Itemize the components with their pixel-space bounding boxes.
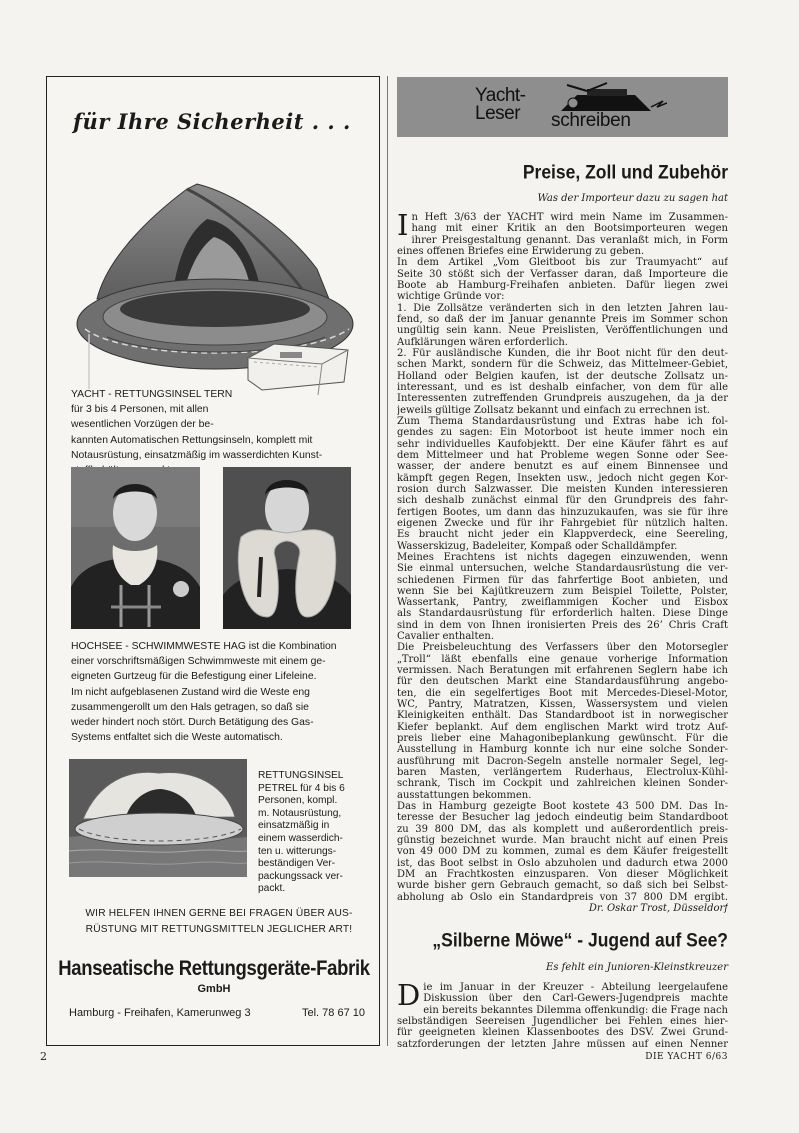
text-line: günstig bezeichnet wurde. Man braucht nicht auf einen Preis: [397, 835, 728, 847]
text-line: sehr individuelles Kaufobjektt. Der eine Käufer fährt es auf: [397, 438, 728, 450]
text-line: Cavalier enthalten.: [397, 631, 495, 643]
text-line: hang mit einer Kritik an den Bootsimporteuren wegen: [411, 223, 728, 235]
tern-line: Notausrüstung, einsatzmäßig im wasserdichten Kunst-: [71, 449, 323, 461]
text-line: baren Masten, verlängertem Ruderhaus, Electrolux-Kühl-: [397, 767, 728, 779]
text-line: 2. Für ausländische Kunden, die ihr Boot nicht für den deut-: [397, 347, 728, 359]
text-line: n Heft 3/63 der YACHT wird mein Name im Zusammen-: [411, 212, 728, 223]
vest-line: weder hindert noch stört. Durch Betätigung des Gas-: [71, 717, 314, 729]
article-dropcap: I: [397, 208, 409, 242]
text-line: teresse der Besucher lag jedoch eindeutig beim Standardboot: [397, 812, 728, 824]
vest-line: zusammengerollt um den Hals getragen, so daß sie: [71, 701, 309, 713]
tern-line: kannten Automatischen Rettungsinseln, komplett mit: [71, 434, 313, 446]
vest-description: [71, 639, 371, 745]
article2-title: „Silberne Möwe“ - Jugend auf See?: [432, 928, 728, 951]
help-line: WIR HELFEN IHNEN GERNE BEI FRAGEN ÜBER AUS-: [85, 908, 353, 919]
company-suffix: GmbH: [197, 983, 231, 995]
article2-body: [397, 978, 728, 1050]
article-title: Preise, Zoll und Zubehör: [522, 160, 728, 183]
text-line: als Standardausrüstung für erforderlich halten. Diese Dinge: [397, 608, 728, 620]
masthead-word-leser: Leser: [475, 103, 521, 124]
text-line: ein bereits bekanntes Dilemma offenkundig: die Frage nach: [423, 1004, 728, 1016]
ad-headline: für Ihre Sicherheit . . .: [73, 109, 351, 134]
petrel-line: PETREL für 4 bis 6: [258, 782, 345, 794]
petrel-line: einsatzmäßig in: [258, 820, 330, 832]
text-line: eines offenen Briefes eine Erwiderung zu geben.: [397, 245, 645, 257]
text-line: fend, so daß der im Januar genannte Preis im Sommer schon: [397, 313, 728, 325]
text-line: vermissen. Nach Beratungen mit erfahrenen Seglern habe ich: [397, 665, 728, 677]
tern-description: [71, 387, 371, 478]
petrel-line: m. Notausrüstung,: [258, 807, 342, 819]
text-line: schiedenen Firmen für das fahrfertige Boot anbieten, und: [397, 574, 728, 586]
company-phone: Tel. 78 67 10: [302, 1007, 365, 1019]
text-line: für den deutschen Markt eine Standardausführung angebo-: [397, 676, 728, 688]
text-line: von 49 000 DM zu kommen, zumal es dem Käufer freigestellt: [397, 846, 728, 858]
company-address: Hamburg - Freihafen, Kamerunweg 3: [69, 1007, 251, 1019]
text-line: Diskussion über den Carl-Gewers-Jugendpreis machte: [423, 993, 728, 1005]
text-line: Boote ab Hamburg-Freihafen anbieten. Dafür liegen zwei: [397, 279, 728, 291]
company-name: Hanseatische Rettungsgeräte-Fabrik: [58, 955, 370, 980]
text-line: ten, die ein segelfertiges Boot mit Mercedes-Diesel-Motor,: [397, 687, 728, 699]
text-line: kämpft gegen Regen, Insekten usw., jedoch nicht gegen Kor-: [397, 472, 728, 484]
text-line: interessant, und es ist deshalb einfacher, von dem für alle: [397, 381, 728, 393]
text-line: gendes zu sagen: Ein Motorboot ist heute immer noch ein: [397, 427, 728, 439]
article-body: [397, 208, 728, 915]
text-line: abholung ab Oslo ein Standardpreis von 37 800 DM ergibt.: [397, 891, 728, 903]
text-line: ausführung mit Dacron-Segeln anstelle normaler Segel, leg-: [397, 755, 728, 767]
vest-line: einer vorschriftsmäßigen Schwimmweste mit einem ge-: [71, 656, 326, 668]
text-line: Es braucht nicht jeder ein Klappverdeck, eine Seereling,: [397, 529, 728, 541]
text-line: Sie einmal untersuchen, welche Standardausrüstung die ver-: [397, 563, 728, 575]
masthead-word-schreiben: schreiben: [551, 110, 631, 131]
masthead-word-yacht: Yacht-: [475, 85, 526, 106]
text-line: ihrer Preisgestaltung genannt. Das veranlaßt mich, in Form: [411, 234, 728, 246]
help-line: RÜSTUNG MIT RETTUNGSMITTELN JEGLICHER ART!: [85, 923, 353, 935]
text-line: selbständigen Seereisen Jugendlicher bei Fehlen eines hier-: [397, 1015, 728, 1027]
petrel-line: RETTUNGSINSEL: [258, 770, 344, 781]
help-notice: [69, 906, 369, 937]
section-masthead: [397, 77, 728, 137]
life-raft-petrel-photo: [69, 759, 247, 877]
petrel-description: [258, 770, 373, 896]
company-address-line: [69, 1007, 365, 1019]
text-line: für geeigneten kleinen Klassenbootes des DSV. Zwei Grund-: [397, 1027, 728, 1039]
page-number: 2: [40, 1050, 47, 1063]
petrel-line: packt.: [258, 883, 286, 895]
vest-deflated-photo: [71, 467, 200, 629]
text-line: Holland oder Belgien kaufen, ist der deutsche Zollsatz un-: [397, 370, 728, 382]
text-line: schrank, Tisch im Cockpit und zahlreichen kleinen Sonder-: [397, 778, 728, 790]
text-line: Die Preisbeleuchtung des Verfassers über den Motorsegler: [397, 642, 728, 654]
text-line: Wasserskizug, Badeleiter, Kompaß oder Schalldämpfer.: [397, 540, 678, 552]
vest-line: HOCHSEE - SCHWIMMWESTE HAG ist die Kombination: [71, 641, 337, 652]
text-line: „Troll“ läßt ebenfalls eine genaue vorherige Information: [397, 653, 728, 665]
text-line: wenn Sie bei Kajütkreuzern zum Beispiel Toilette, Polster,: [397, 585, 728, 597]
petrel-line: Personen, kompl.: [258, 795, 338, 807]
text-line: jeweils gültige Zollsatz bekannt und einfach zu errechnen ist.: [397, 404, 711, 416]
text-line: Kiefer beplankt. Auf dem englischen Markt wird trotz Auf-: [397, 721, 728, 733]
tern-line: für 3 bis 4 Personen, mit allen: [71, 404, 209, 416]
text-line: wurde bisher gern Gebrauch gemacht, so daß sich bei Selbst-: [397, 880, 728, 892]
article2-subtitle: Es fehlt ein Junioren-Kleinstkreuzer: [546, 962, 728, 973]
vest-inflated-photo: [223, 467, 351, 629]
article2-dropcap: D: [397, 978, 421, 1012]
article-signature: Dr. Oskar Trost, Düsseldorf: [588, 903, 728, 915]
vest-line: Systems entfaltet sich die Weste automatisch.: [71, 732, 283, 744]
text-line: ie im Januar in der Kreuzer - Abteilung leergelaufene: [423, 982, 728, 993]
article-subtitle: Was der Importeur dazu zu sagen hat: [537, 193, 728, 204]
text-line: Interessenten zutreffenden Grundpreis auszugehen, da ja der: [397, 393, 728, 405]
column-divider: [387, 76, 388, 1046]
text-line: fertigen Bootes, um dann das hinzuzukaufen, was sie für ihre: [397, 506, 728, 518]
tern-line: wesentlichen Vorzügen der be-: [71, 419, 214, 431]
text-line: schen Markt, sondern für die Schweiz, das Mittelmeer-Gebiet,: [397, 359, 728, 371]
text-line: 1. Die Zollsätze veränderten sich in den letzten Jahren lau-: [397, 302, 728, 314]
petrel-line: beständigen Ver-: [258, 858, 336, 870]
text-line: Kleinigkeiten enthält. Das Standardboot ist in norwegischer: [397, 710, 728, 722]
safety-advertisement: [46, 76, 380, 1046]
text-line: sich deshalb zunächst einmal für den Grundpreis des fahr-: [397, 495, 728, 507]
text-line: satzforderungen der letzten Jahre müssen auf einen Nenner: [397, 1038, 728, 1050]
text-line: dem Mittelmeer und hat Probleme wegen Sonne oder See-: [397, 449, 728, 461]
text-line: ausstattungen bekommen.: [397, 789, 532, 801]
petrel-line: ten u. witterungs-: [258, 845, 337, 857]
text-line: zu 39 800 DM, das als komplett und außerordentlich preis-: [397, 823, 728, 835]
text-line: ungültig sein kann. Neue Preislisten, Veröffentlichungen und: [397, 325, 728, 337]
text-line: Aufklärungen wären erforderlich.: [397, 336, 568, 348]
text-line: sind in dem von Ihnen ironisierten Preis des 26’ Chris Craft: [397, 619, 728, 631]
text-line: In dem Artikel „Vom Gleitboot bis zur Traumyacht“ auf: [397, 257, 728, 269]
text-line: ist, das Boot selbst in Oslo abzuholen und dadurch etwa 2000: [397, 857, 728, 869]
text-line: wichtige Gründe vor:: [397, 291, 505, 303]
petrel-line: einem wasserdich-: [258, 832, 343, 844]
text-line: rosion durch Salzwasser. Die meisten Kunden interessieren: [397, 483, 728, 495]
text-line: WC, Pantry, Matratzen, Kissen, Wassersystem und vielen: [397, 699, 728, 711]
text-line: Ausstellung in Hamburg konnte ich nur eine solche Sonder-: [397, 744, 728, 756]
text-line: eigenen Zwecke und für ihr Fahrgebiet für nützlich halten.: [397, 517, 728, 529]
vest-line: Im nicht aufgeblasenen Zustand wird die Weste eng: [71, 686, 310, 698]
text-line: DM an Frachtkosten einzusparen. Von dieser Möglichkeit: [397, 869, 728, 881]
vest-line: eigneten Gurtzeug für die Befestigung einer Lifeleine.: [71, 671, 317, 683]
text-line: Zum Thema Standardausrüstung und Extras habe ich fol-: [397, 415, 728, 427]
petrel-line: packungssack ver-: [258, 870, 343, 882]
text-line: Meines Erachtens ist nichts dagegen einzuwenden, wenn: [397, 551, 728, 563]
text-line: wasser, der andere benutzt es auf einem Binnensee und: [397, 461, 728, 473]
text-line: Das in Hamburg gezeigte Boot kostete 43 500 DM. Das In-: [397, 801, 728, 813]
magazine-issue: DIE YACHT 6/63: [645, 1052, 728, 1062]
text-line: Wassertank, Pantry, zweiflammigen Kocher und Eisbox: [397, 597, 728, 609]
text-line: preis lieber eine Mahagonibeplankung gewünscht. Für die: [397, 733, 728, 745]
tern-line: YACHT - RETTUNGSINSEL TERN: [71, 389, 233, 400]
text-line: Seite 30 stößt sich der Verfasser daran, daß Importeure die: [397, 268, 728, 280]
